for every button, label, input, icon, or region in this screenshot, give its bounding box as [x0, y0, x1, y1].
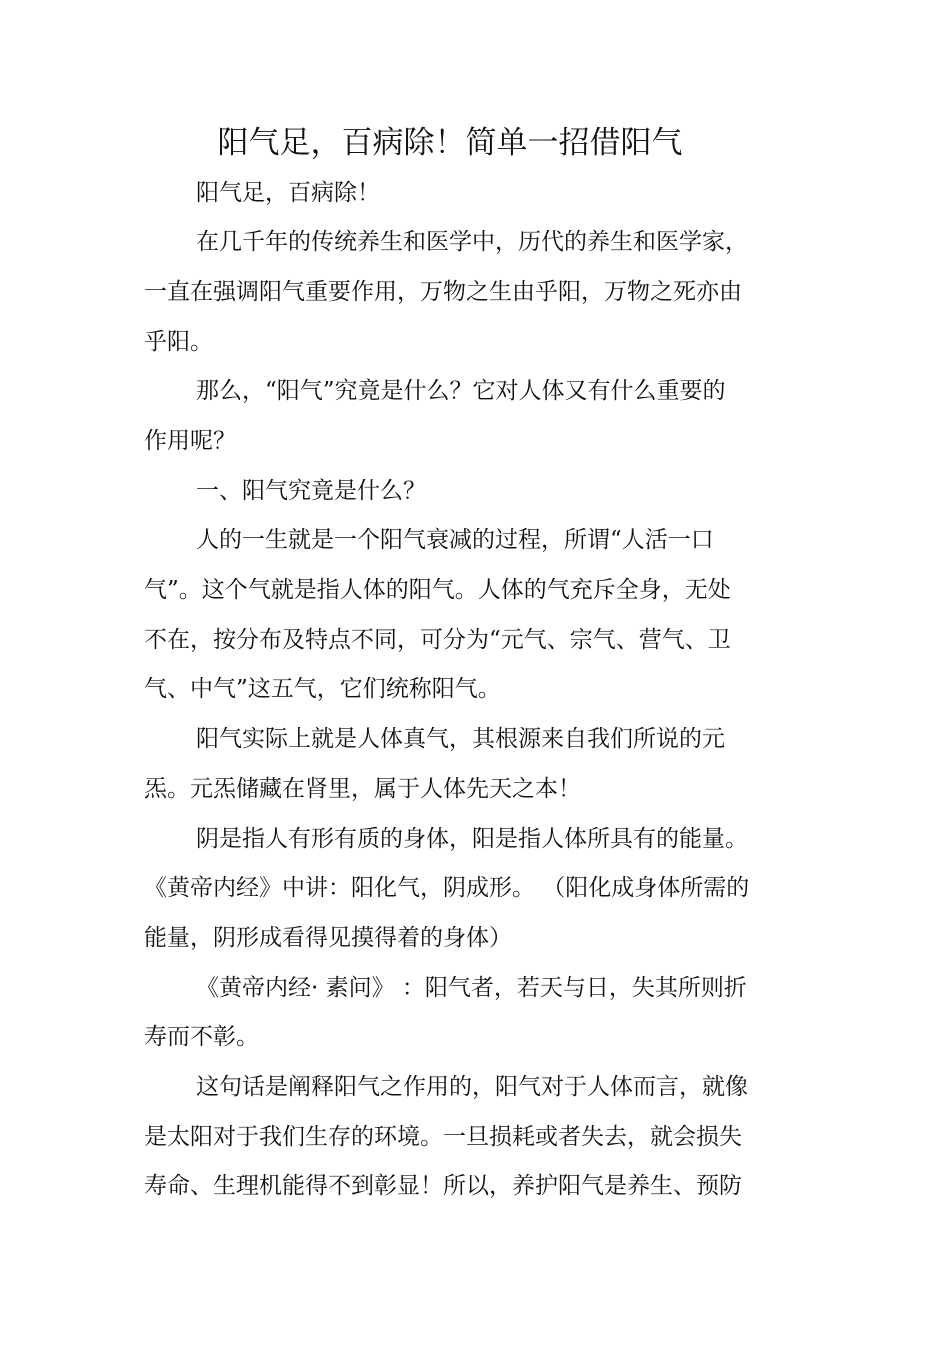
text-line: 寿命、生理机能得不到彰显！所以，养护阳气是养生、预防 [144, 1173, 742, 1199]
text-line: 能量，阴形成看得见摸得着的身体） [144, 925, 512, 951]
text-line: 这句话是阐释阳气之作用的，阳气对于人体而言，就像 [196, 1074, 748, 1100]
text-line: 阳气足，百病除！ [196, 180, 380, 206]
text-line: 阴是指人有形有质的身体，阳是指人体所具有的能量。 [196, 826, 748, 852]
text-line: 不在，按分布及特点不同，可分为“元气、宗气、营气、卫 [144, 627, 731, 653]
text-line: 是太阳对于我们生存的环境。一旦损耗或者失去，就会损失 [144, 1124, 742, 1150]
text-line: 气”。这个气就是指人体的阳气。人体的气充斥全身，无处 [144, 577, 731, 603]
text-line: 人的一生就是一个阳气衰减的过程，所谓“人活一口 [196, 527, 714, 553]
document-title: 阳气足，百病除！简单一招借阳气 [217, 125, 683, 161]
text-line: 《黄帝内经》中讲：阳化气，阴成形。 （阳化成身体所需的 [144, 875, 750, 901]
section-heading: 一、阳气究竟是什么？ [196, 478, 426, 504]
text-line: 一直在强调阳气重要作用，万物之生由乎阳，万物之死亦由 [144, 279, 742, 305]
text-line: 气、中气”这五气，它们统称阳气。 [144, 676, 501, 702]
text-line: 在几千年的传统养生和医学中，历代的养生和医学家， [196, 229, 748, 255]
text-line: 阳气实际上就是人体真气，其根源来自我们所说的元 [196, 726, 725, 752]
text-line: 乎阳。 [144, 329, 213, 355]
text-line: 作用呢？ [144, 428, 236, 454]
text-line: 《黄帝内经· 素问》 ：阳气者，若天与日，失其所则折 [196, 975, 747, 1001]
text-line: 那么，“阳气”究竟是什么？它对人体又有什么重要的 [196, 378, 726, 404]
text-line: 寿而不彰。 [144, 1024, 259, 1050]
text-line: 炁。元炁储藏在肾里，属于人体先天之本！ [144, 776, 581, 802]
